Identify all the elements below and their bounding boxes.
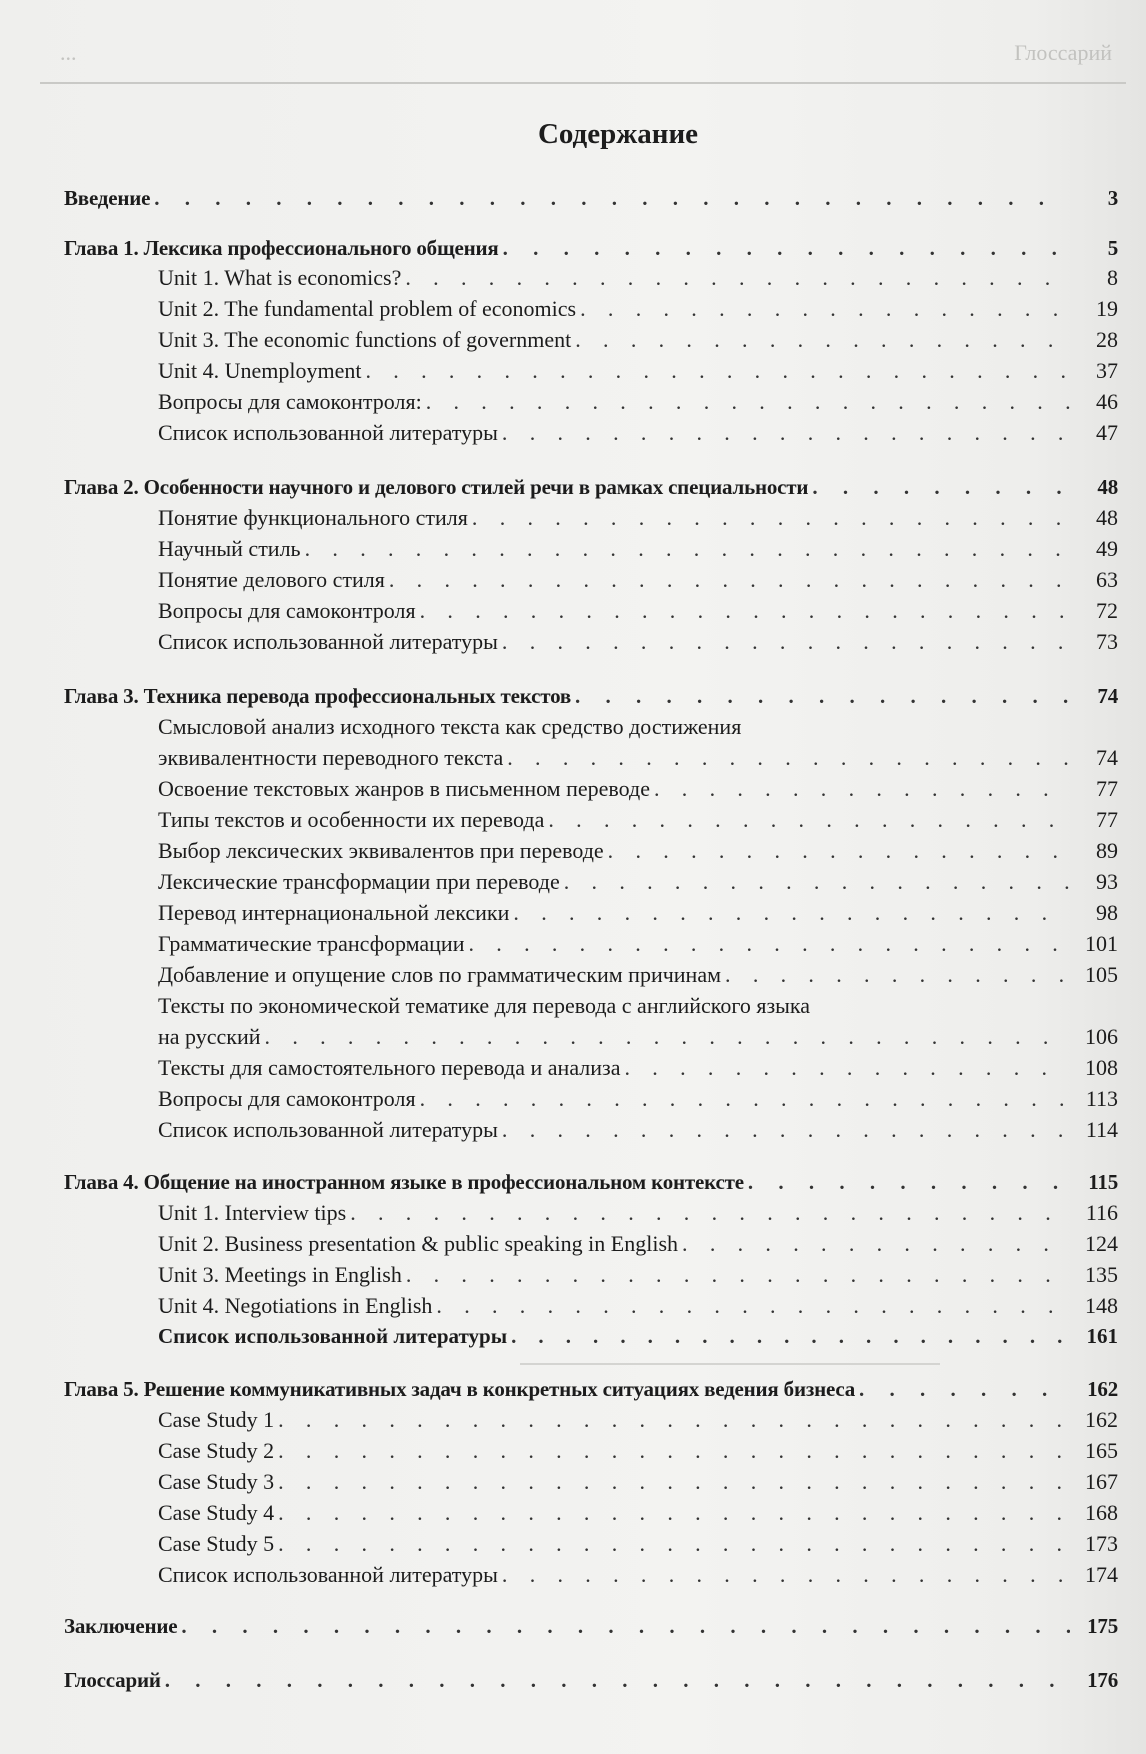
toc-item-page: 148 (1085, 1293, 1118, 1318)
dot-leader (154, 186, 1070, 211)
toc-item-label: Выбор лексических эквивалентов при переводе (158, 838, 604, 863)
toc-item-page: 93 (1096, 869, 1118, 894)
toc-item-page: 162 (1085, 1407, 1118, 1432)
toc-item[interactable] (0, 869, 1146, 897)
toc-item-page: 98 (1096, 900, 1118, 925)
toc-item-page: 89 (1096, 838, 1118, 863)
toc-item-page: 101 (1085, 931, 1118, 956)
toc-item[interactable] (0, 1531, 1146, 1559)
toc-entry-label: Глоссарий (64, 1668, 161, 1692)
dot-leader (426, 389, 1070, 415)
toc-item-page: 48 (1096, 505, 1118, 530)
toc-item-page: 19 (1096, 296, 1118, 321)
toc-item-label: Список использованной литературы (158, 1562, 498, 1587)
toc-item-page: 28 (1096, 327, 1118, 352)
toc-item[interactable] (0, 1407, 1146, 1435)
toc-item-label: Понятие функционального стиля (158, 505, 468, 530)
toc-item[interactable] (0, 629, 1146, 657)
toc-item-label: Список использованной литературы (158, 1324, 508, 1348)
toc-item[interactable] (0, 1500, 1146, 1528)
toc-item[interactable] (0, 505, 1146, 533)
toc-entry-intro[interactable] (0, 186, 1146, 214)
dot-leader (420, 1086, 1070, 1112)
page-title: Содержание (537, 118, 699, 150)
dot-leader (181, 1614, 1070, 1639)
toc-item-label: Тексты по экономической тематике для перевода с английского языка (158, 993, 811, 1018)
toc-item-page: 113 (1085, 1086, 1118, 1111)
toc-item[interactable] (0, 1117, 1146, 1145)
toc-item-label: Unit 4. Unemployment (158, 358, 362, 383)
toc-item-page: 72 (1096, 598, 1118, 623)
dot-leader (468, 931, 1070, 957)
toc-item-label: Case Study 1 (158, 1407, 275, 1432)
toc-chapter-label: Глава 3. Техника перевода профессиональных текстов (64, 684, 572, 708)
toc-item-label: Перевод интернациональной лексики (158, 900, 510, 925)
toc-item-label: Unit 1. What is economics? (158, 265, 402, 290)
dot-leader (625, 1055, 1071, 1081)
toc-item-label: на русский (158, 1024, 261, 1049)
toc-item-page: 47 (1096, 420, 1118, 445)
toc-entry-page: 162 (1087, 1377, 1118, 1401)
toc-item-first-line[interactable] (0, 993, 1146, 1021)
toc-item-page: 77 (1096, 807, 1118, 832)
toc-item-label: Вопросы для самоконтроля: (158, 389, 422, 414)
dot-leader (511, 1324, 1070, 1349)
dot-leader (278, 1407, 1070, 1433)
toc-item-page: 116 (1085, 1200, 1118, 1225)
toc-item[interactable] (0, 1231, 1146, 1259)
toc-item[interactable] (0, 838, 1146, 866)
toc-item[interactable] (0, 745, 1146, 773)
dot-leader (575, 327, 1070, 353)
dot-leader (812, 475, 1070, 500)
toc-chapter-label: Глава 4. Общение на иностранном языке в профессиональном контексте (64, 1170, 744, 1194)
toc-item-page: 174 (1085, 1562, 1118, 1587)
toc-entry-label: Заключение (64, 1614, 178, 1638)
toc-item[interactable] (0, 962, 1146, 990)
dot-leader (507, 745, 1070, 771)
dot-leader (575, 684, 1070, 709)
toc-entry-glossary[interactable] (0, 1668, 1146, 1696)
toc-item-label: Список использованной литературы (158, 629, 498, 654)
toc-item-page: 114 (1085, 1117, 1118, 1142)
toc-item[interactable] (0, 327, 1146, 355)
dot-leader (278, 1531, 1070, 1557)
dot-leader (389, 567, 1070, 593)
dot-leader (278, 1438, 1070, 1464)
toc-item-label: Лексические трансформации при переводе (158, 869, 560, 894)
dot-leader (859, 1377, 1070, 1402)
toc-item-label: Unit 1. Interview tips (158, 1200, 347, 1225)
toc-chapter-4[interactable] (0, 1170, 1146, 1198)
toc-item[interactable] (0, 1562, 1146, 1590)
toc-item[interactable] (0, 1086, 1146, 1114)
toc-item-first-line[interactable] (0, 714, 1146, 742)
toc-entry-conclusion[interactable] (0, 1614, 1146, 1642)
toc-item[interactable] (0, 931, 1146, 959)
dot-leader (682, 1231, 1070, 1257)
toc-item-label: Освоение текстовых жанров в письменном переводе (158, 776, 650, 801)
dot-leader (365, 358, 1070, 384)
toc-item[interactable] (0, 807, 1146, 835)
toc-entry-page: 3 (1107, 186, 1118, 210)
dot-leader (405, 265, 1070, 291)
toc-item-label: Unit 3. Meetings in English (158, 1262, 402, 1287)
toc-item[interactable] (0, 1200, 1146, 1228)
toc-item[interactable] (0, 536, 1146, 564)
toc-entry-page: 74 (1097, 684, 1118, 708)
toc-entry-page: 176 (1087, 1668, 1118, 1692)
toc-item[interactable] (0, 1055, 1146, 1083)
toc-item-page: 168 (1085, 1500, 1118, 1525)
dot-leader (305, 536, 1070, 562)
toc-item[interactable] (0, 296, 1146, 324)
toc-item-label: Грамматические трансформации (158, 931, 465, 956)
toc-item-label: Добавление и опущение слов по грамматическим причинам (158, 962, 722, 987)
toc-item-page: 37 (1096, 358, 1118, 383)
toc-item[interactable] (0, 1324, 1146, 1352)
toc-item-label: Тексты для самостоятельного перевода и анализа (158, 1055, 621, 1080)
toc-item[interactable] (0, 900, 1146, 928)
header-page-number: ... (60, 40, 77, 65)
dot-leader (165, 1668, 1070, 1693)
toc-item-page: 124 (1085, 1231, 1118, 1256)
toc-item-label: Case Study 2 (158, 1438, 275, 1463)
toc-item-page: 49 (1096, 536, 1118, 561)
dot-leader (265, 1024, 1070, 1050)
toc-chapter-label: Глава 5. Решение коммуникативных задач в конкретных ситуациях ведения бизнеса (64, 1377, 856, 1401)
dot-leader (278, 1500, 1070, 1526)
toc-chapter-1[interactable] (0, 236, 1146, 264)
toc-item-page: 165 (1085, 1438, 1118, 1463)
toc-item-label: Научный стиль (158, 536, 301, 561)
toc-entry-label: Введение (64, 186, 151, 210)
toc-item-page: 106 (1085, 1024, 1118, 1049)
toc-item-page: 135 (1085, 1262, 1118, 1287)
toc-item[interactable] (0, 598, 1146, 626)
toc-item-page: 74 (1096, 745, 1118, 770)
divider (520, 1363, 940, 1365)
toc-chapter-label: Глава 2. Особенности научного и делового стилей речи в рамках специальности (64, 475, 809, 499)
toc-item-label: Типы текстов и особенности их перевода (158, 807, 545, 832)
toc-item-label: Unit 2. Business presentation & public speaking in English (158, 1231, 679, 1256)
toc-item-label: Case Study 3 (158, 1469, 275, 1494)
toc-item[interactable] (0, 265, 1146, 293)
dot-leader (350, 1200, 1070, 1226)
dot-leader (502, 1562, 1070, 1588)
toc-entry-page: 115 (1088, 1170, 1118, 1194)
dot-leader (436, 1293, 1070, 1319)
dot-leader (513, 900, 1070, 926)
toc-item-label: эквивалентности переводного текста (158, 745, 504, 770)
toc-item-label: Список использованной литературы (158, 1117, 498, 1142)
toc-item-page: 105 (1085, 962, 1118, 987)
toc-chapter-2[interactable] (0, 475, 1146, 503)
toc-item-label: Смысловой анализ исходного текста как средство достижения (158, 714, 742, 739)
dot-leader (278, 1469, 1070, 1495)
toc-item-label: Unit 4. Negotiations in English (158, 1293, 433, 1318)
dot-leader (502, 1117, 1070, 1143)
dot-leader (406, 1262, 1070, 1288)
toc-entry-page: 175 (1087, 1614, 1118, 1638)
toc-chapter-label: Глава 1. Лексика профессионального общения (64, 236, 499, 260)
dot-leader (548, 807, 1070, 833)
toc-item-label: Понятие делового стиля (158, 567, 385, 592)
toc-item-page: 173 (1085, 1531, 1118, 1556)
toc-item[interactable] (0, 358, 1146, 386)
toc-item-page: 167 (1085, 1469, 1118, 1494)
toc-item-page: 63 (1096, 567, 1118, 592)
toc-item[interactable] (0, 1469, 1146, 1497)
toc-item[interactable] (0, 567, 1146, 595)
toc-item-label: Вопросы для самоконтроля (158, 598, 416, 623)
toc-item[interactable] (0, 776, 1146, 804)
toc-item-label: Case Study 4 (158, 1500, 275, 1525)
dot-leader (725, 962, 1070, 988)
toc-item[interactable] (0, 1262, 1146, 1290)
toc-chapter-3[interactable] (0, 684, 1146, 712)
dot-leader (503, 236, 1070, 261)
dot-leader (608, 838, 1070, 864)
header-running-title: Глоссарий (1014, 40, 1112, 65)
dot-leader (564, 869, 1070, 895)
toc-item-label: Unit 3. The economic functions of government (158, 327, 572, 352)
toc-entry-page: 5 (1107, 236, 1118, 260)
toc-chapter-5[interactable] (0, 1377, 1146, 1405)
dot-leader (472, 505, 1070, 531)
toc-item-label: Список использованной литературы (158, 420, 498, 445)
toc-item-label: Case Study 5 (158, 1531, 275, 1556)
toc-item[interactable] (0, 1024, 1146, 1052)
dot-leader (748, 1170, 1070, 1195)
toc-item[interactable] (0, 420, 1146, 448)
dot-leader (502, 629, 1070, 655)
toc-item-page: 161 (1086, 1324, 1118, 1348)
toc-item-page: 73 (1096, 629, 1118, 654)
toc-item-label: Unit 2. The fundamental problem of economics (158, 296, 577, 321)
toc-item[interactable] (0, 389, 1146, 417)
toc-item-page: 46 (1096, 389, 1118, 414)
toc-item-label: Вопросы для самоконтроля (158, 1086, 416, 1111)
toc-item-page: 77 (1096, 776, 1118, 801)
toc-entry-page: 48 (1097, 475, 1118, 499)
toc-item-page: 108 (1085, 1055, 1118, 1080)
dot-leader (654, 776, 1070, 802)
dot-leader (580, 296, 1070, 322)
dot-leader (420, 598, 1070, 624)
toc-item-page: 8 (1107, 265, 1118, 290)
toc-item[interactable] (0, 1438, 1146, 1466)
dot-leader (502, 420, 1070, 446)
toc-item[interactable] (0, 1293, 1146, 1321)
